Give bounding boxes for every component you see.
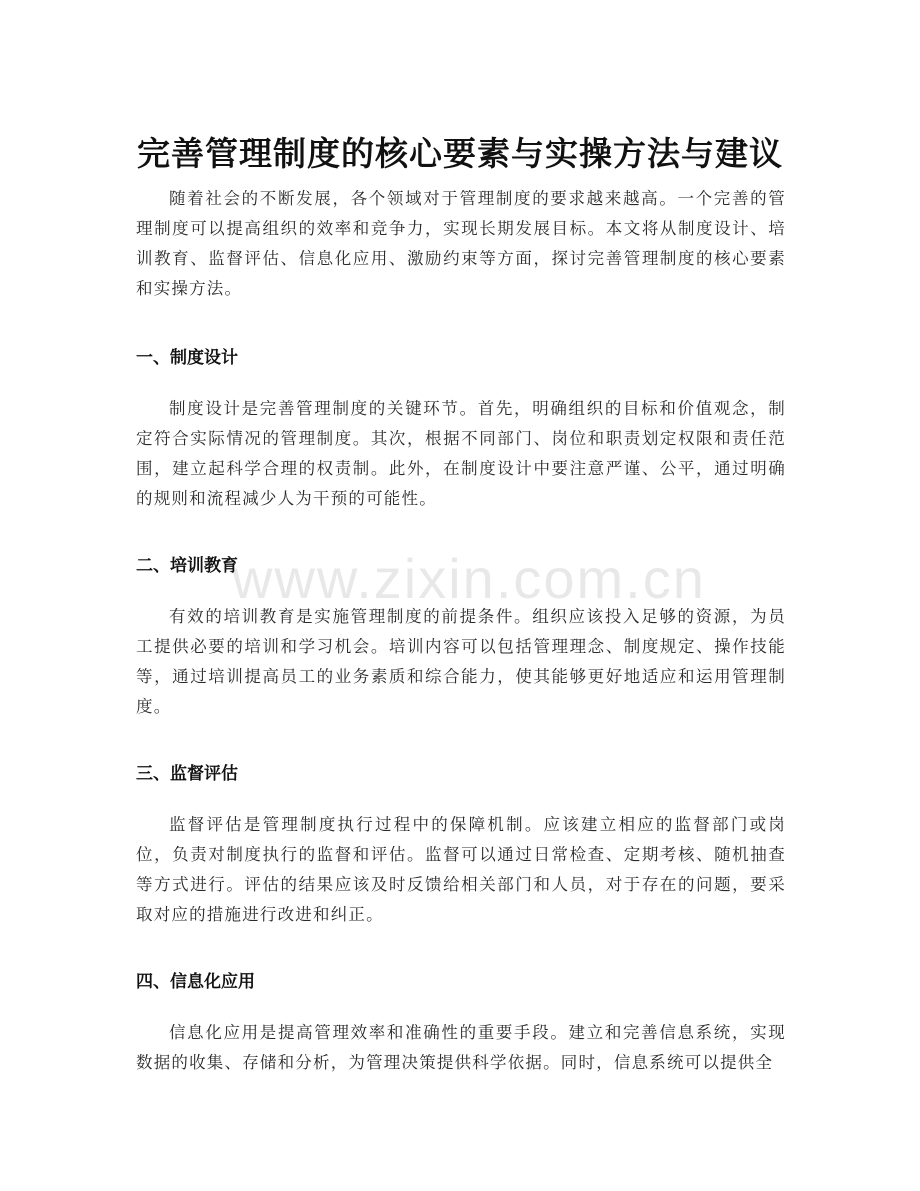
- section-body-informatization: 信息化应用是提高管理效率和准确性的重要手段。建立和完善信息系统，实现数据的收集、存储和分析，为管理决策提供科学依据。同时，信息系统可以提供全: [136, 1023, 786, 1072]
- page-title: 完善管理制度的核心要素与实操方法与建议: [137, 134, 783, 174]
- section-heading-informatization: 四、信息化应用: [136, 972, 255, 992]
- section-body-supervision: 监督评估是管理制度执行过程中的保障机制。应该建立相应的监督部门或岗位，负责对制度执行的监督和评估。监督可以通过日常检查、定期考核、随机抽查等方式进行。评估的结果应该及时反馈给相关部门和人员，对于存在的问题，要采取对应的措施进行改进和纠正。: [136, 815, 786, 924]
- intro-paragraph: 随着社会的不断发展，各个领域对于管理制度的要求越来越高。一个完善的管理制度可以提高组织的效率和竞争力，实现长期发展目标。本文将从制度设计、培训教育、监督评估、信息化应用、激励约束等方面，探讨完善管理制度的核心要素和实操方法。: [136, 189, 786, 298]
- section-heading-training: 二、培训教育: [136, 556, 238, 576]
- section-body-training: 有效的培训教育是实施管理制度的前提条件。组织应该投入足够的资源，为员工提供必要的培训和学习机会。培训内容可以包括管理理念、制度规定、操作技能等，通过培训提高员工的业务素质和综合能力，使其能够更好地适应和运用管理制度。: [136, 607, 786, 716]
- section-body-design: 制度设计是完善管理制度的关键环节。首先，明确组织的目标和价值观念，制定符合实际情况的管理制度。其次，根据不同部门、岗位和职责划定权限和责任范围，建立起科学合理的权责制。此外，在制度设计中要注意严谨、公平，通过明确的规则和流程减少人为干预的可能性。: [136, 399, 786, 508]
- section-heading-design: 一、制度设计: [136, 348, 238, 368]
- watermark: www.zixin.com.cn: [232, 547, 706, 610]
- section-heading-supervision: 三、监督评估: [136, 764, 238, 784]
